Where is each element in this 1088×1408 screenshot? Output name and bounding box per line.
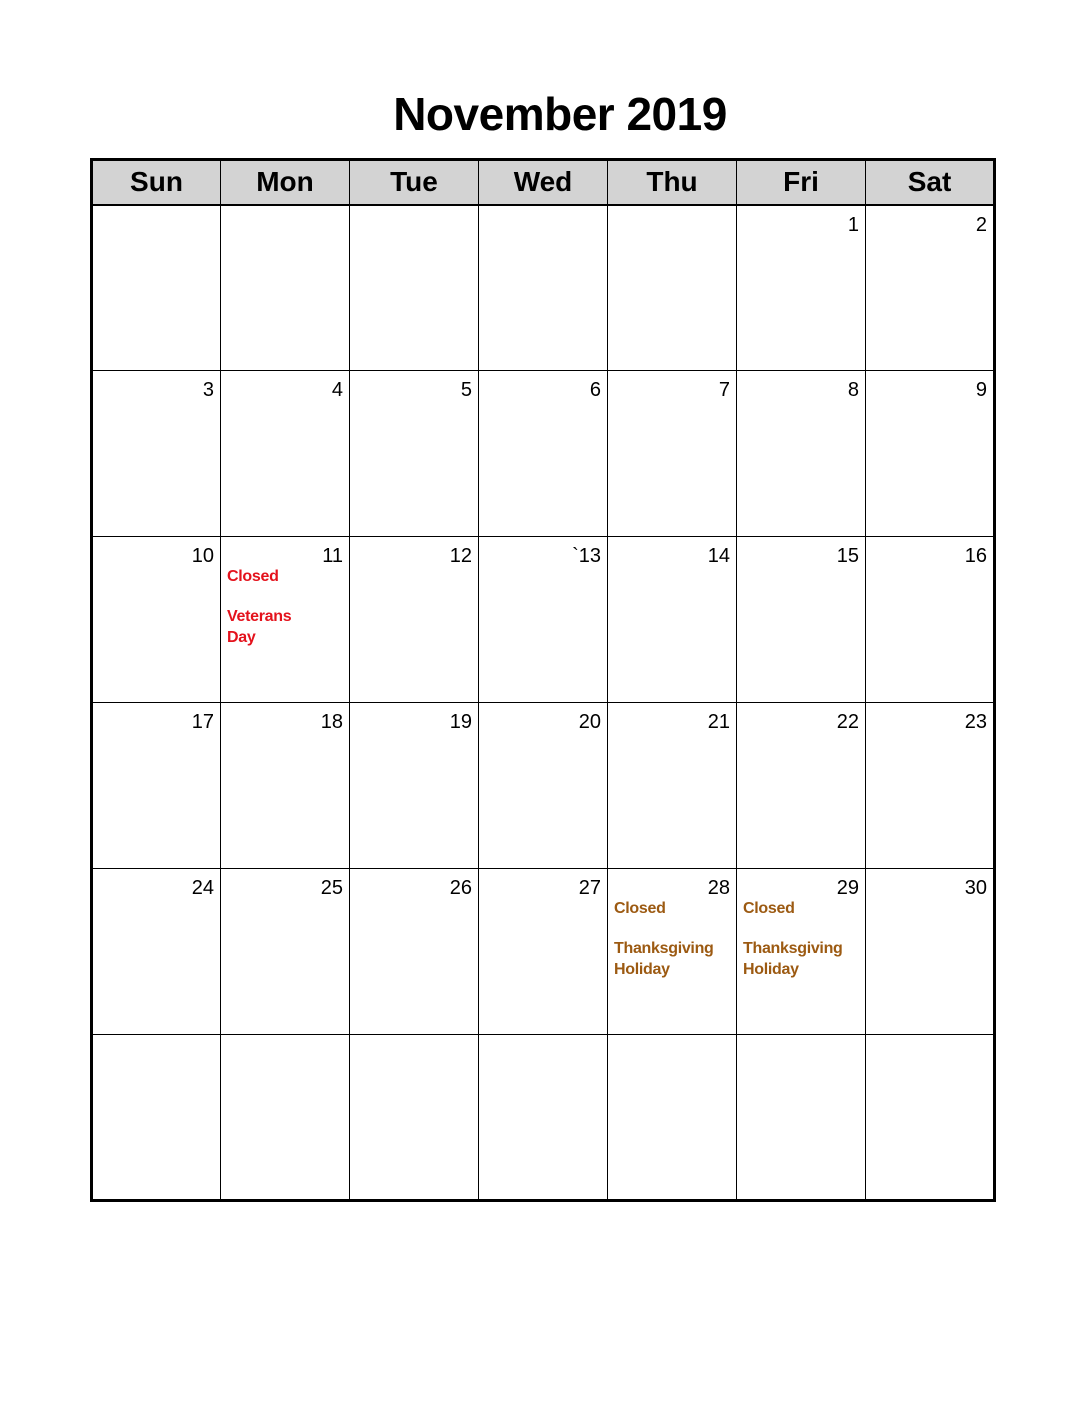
day-number <box>608 206 736 236</box>
event-status-text: Closed <box>614 900 666 917</box>
day-number <box>221 1035 349 1065</box>
day-number: 8 <box>847 379 859 401</box>
day-number <box>737 1035 865 1065</box>
weekday-header-sat: Sat <box>866 160 995 205</box>
day-cell <box>608 1035 737 1201</box>
day-cell <box>479 703 608 869</box>
day-cell <box>866 537 995 703</box>
day-number <box>350 1035 478 1065</box>
day-number: 25 <box>320 877 343 899</box>
day-cell <box>737 703 866 869</box>
event-title-line2: Holiday <box>614 960 670 978</box>
day-cell <box>479 1035 608 1201</box>
day-number: 9 <box>975 379 987 401</box>
day-cell <box>92 205 221 371</box>
event-note-veterans-day <box>221 567 349 648</box>
day-number: 27 <box>578 877 601 899</box>
day-cell <box>608 371 737 537</box>
day-cell <box>221 703 350 869</box>
day-cell <box>866 371 995 537</box>
day-cell <box>608 205 737 371</box>
day-number: 23 <box>964 711 987 733</box>
day-number: 26 <box>449 877 472 899</box>
weekday-header-fri: Fri <box>737 160 866 205</box>
day-cell <box>92 703 221 869</box>
day-number: 1 <box>847 213 859 236</box>
day-number <box>221 206 349 236</box>
event-title-line1: Thanksgiving <box>614 939 714 957</box>
day-cell <box>221 869 350 1035</box>
day-number: `13 <box>572 545 601 567</box>
day-cell <box>737 1035 866 1201</box>
day-cell <box>92 537 221 703</box>
day-number <box>608 1035 736 1065</box>
day-cell <box>479 869 608 1035</box>
day-number: 16 <box>964 545 987 567</box>
day-cell <box>350 1035 479 1201</box>
day-cell <box>350 869 479 1035</box>
day-cell <box>92 1035 221 1201</box>
day-cell <box>350 703 479 869</box>
event-status-text: Closed <box>743 900 795 917</box>
day-cell <box>866 1035 995 1201</box>
month-calendar-grid <box>90 158 996 1202</box>
day-cell <box>221 205 350 371</box>
day-number: 18 <box>320 711 343 733</box>
day-cell <box>866 205 995 371</box>
day-cell <box>350 205 479 371</box>
day-cell <box>737 371 866 537</box>
day-number: 17 <box>191 711 214 733</box>
weekday-header-wed: Wed <box>479 160 608 205</box>
day-cell-thanksgiving <box>608 869 737 1035</box>
day-cell <box>737 205 866 371</box>
day-cell <box>92 869 221 1035</box>
event-title-line2: Holiday <box>743 960 799 978</box>
day-cell <box>350 537 479 703</box>
week-row <box>92 205 995 371</box>
day-number: 22 <box>836 711 859 733</box>
day-number: 29 <box>836 877 859 899</box>
day-number: 7 <box>718 379 730 401</box>
day-cell <box>479 537 608 703</box>
day-number <box>350 206 478 236</box>
day-cell <box>221 371 350 537</box>
day-number: 12 <box>449 545 472 567</box>
day-cell <box>92 371 221 537</box>
day-number <box>93 206 220 236</box>
event-note-thanksgiving-holiday <box>737 899 865 980</box>
event-title-line2: Day <box>227 628 256 646</box>
day-number: 30 <box>964 877 987 899</box>
day-number: 10 <box>191 545 214 567</box>
calendar-title: November 2019 <box>393 88 727 140</box>
weekday-header-sun: Sun <box>92 160 221 205</box>
day-cell <box>479 371 608 537</box>
week-row <box>92 1035 995 1201</box>
day-cell <box>866 703 995 869</box>
day-number: 21 <box>707 711 730 733</box>
day-number: 15 <box>836 545 859 567</box>
day-cell <box>866 869 995 1035</box>
event-title-line1: Thanksgiving <box>743 939 843 957</box>
day-number: 20 <box>578 711 601 733</box>
day-number: 24 <box>191 877 214 899</box>
day-cell <box>608 537 737 703</box>
week-row <box>92 703 995 869</box>
weekday-header-mon: Mon <box>221 160 350 205</box>
weekday-header-row <box>92 160 995 205</box>
day-cell <box>221 1035 350 1201</box>
day-number: 3 <box>202 379 214 401</box>
day-number: 5 <box>460 379 472 401</box>
day-cell-thanksgiving-friday <box>737 869 866 1035</box>
day-cell <box>350 371 479 537</box>
day-number <box>93 1035 220 1065</box>
day-number <box>479 206 607 236</box>
day-number: 14 <box>707 545 730 567</box>
day-number: 19 <box>449 711 472 733</box>
day-number <box>479 1035 607 1065</box>
week-row <box>92 869 995 1035</box>
day-cell <box>479 205 608 371</box>
day-number <box>866 1035 993 1065</box>
day-cell-veterans-day <box>221 537 350 703</box>
event-note-thanksgiving <box>608 899 736 980</box>
event-title-line1: Veterans <box>227 607 292 625</box>
week-row <box>92 371 995 537</box>
weekday-header-thu: Thu <box>608 160 737 205</box>
day-cell <box>737 537 866 703</box>
day-number: 6 <box>589 379 601 401</box>
week-row <box>92 537 995 703</box>
day-number: 11 <box>322 545 343 567</box>
day-number: 4 <box>331 379 343 401</box>
day-cell <box>608 703 737 869</box>
weekday-header-tue: Tue <box>350 160 479 205</box>
day-number: 2 <box>975 213 987 236</box>
event-status-text: Closed <box>227 568 279 585</box>
day-number: 28 <box>707 877 730 899</box>
